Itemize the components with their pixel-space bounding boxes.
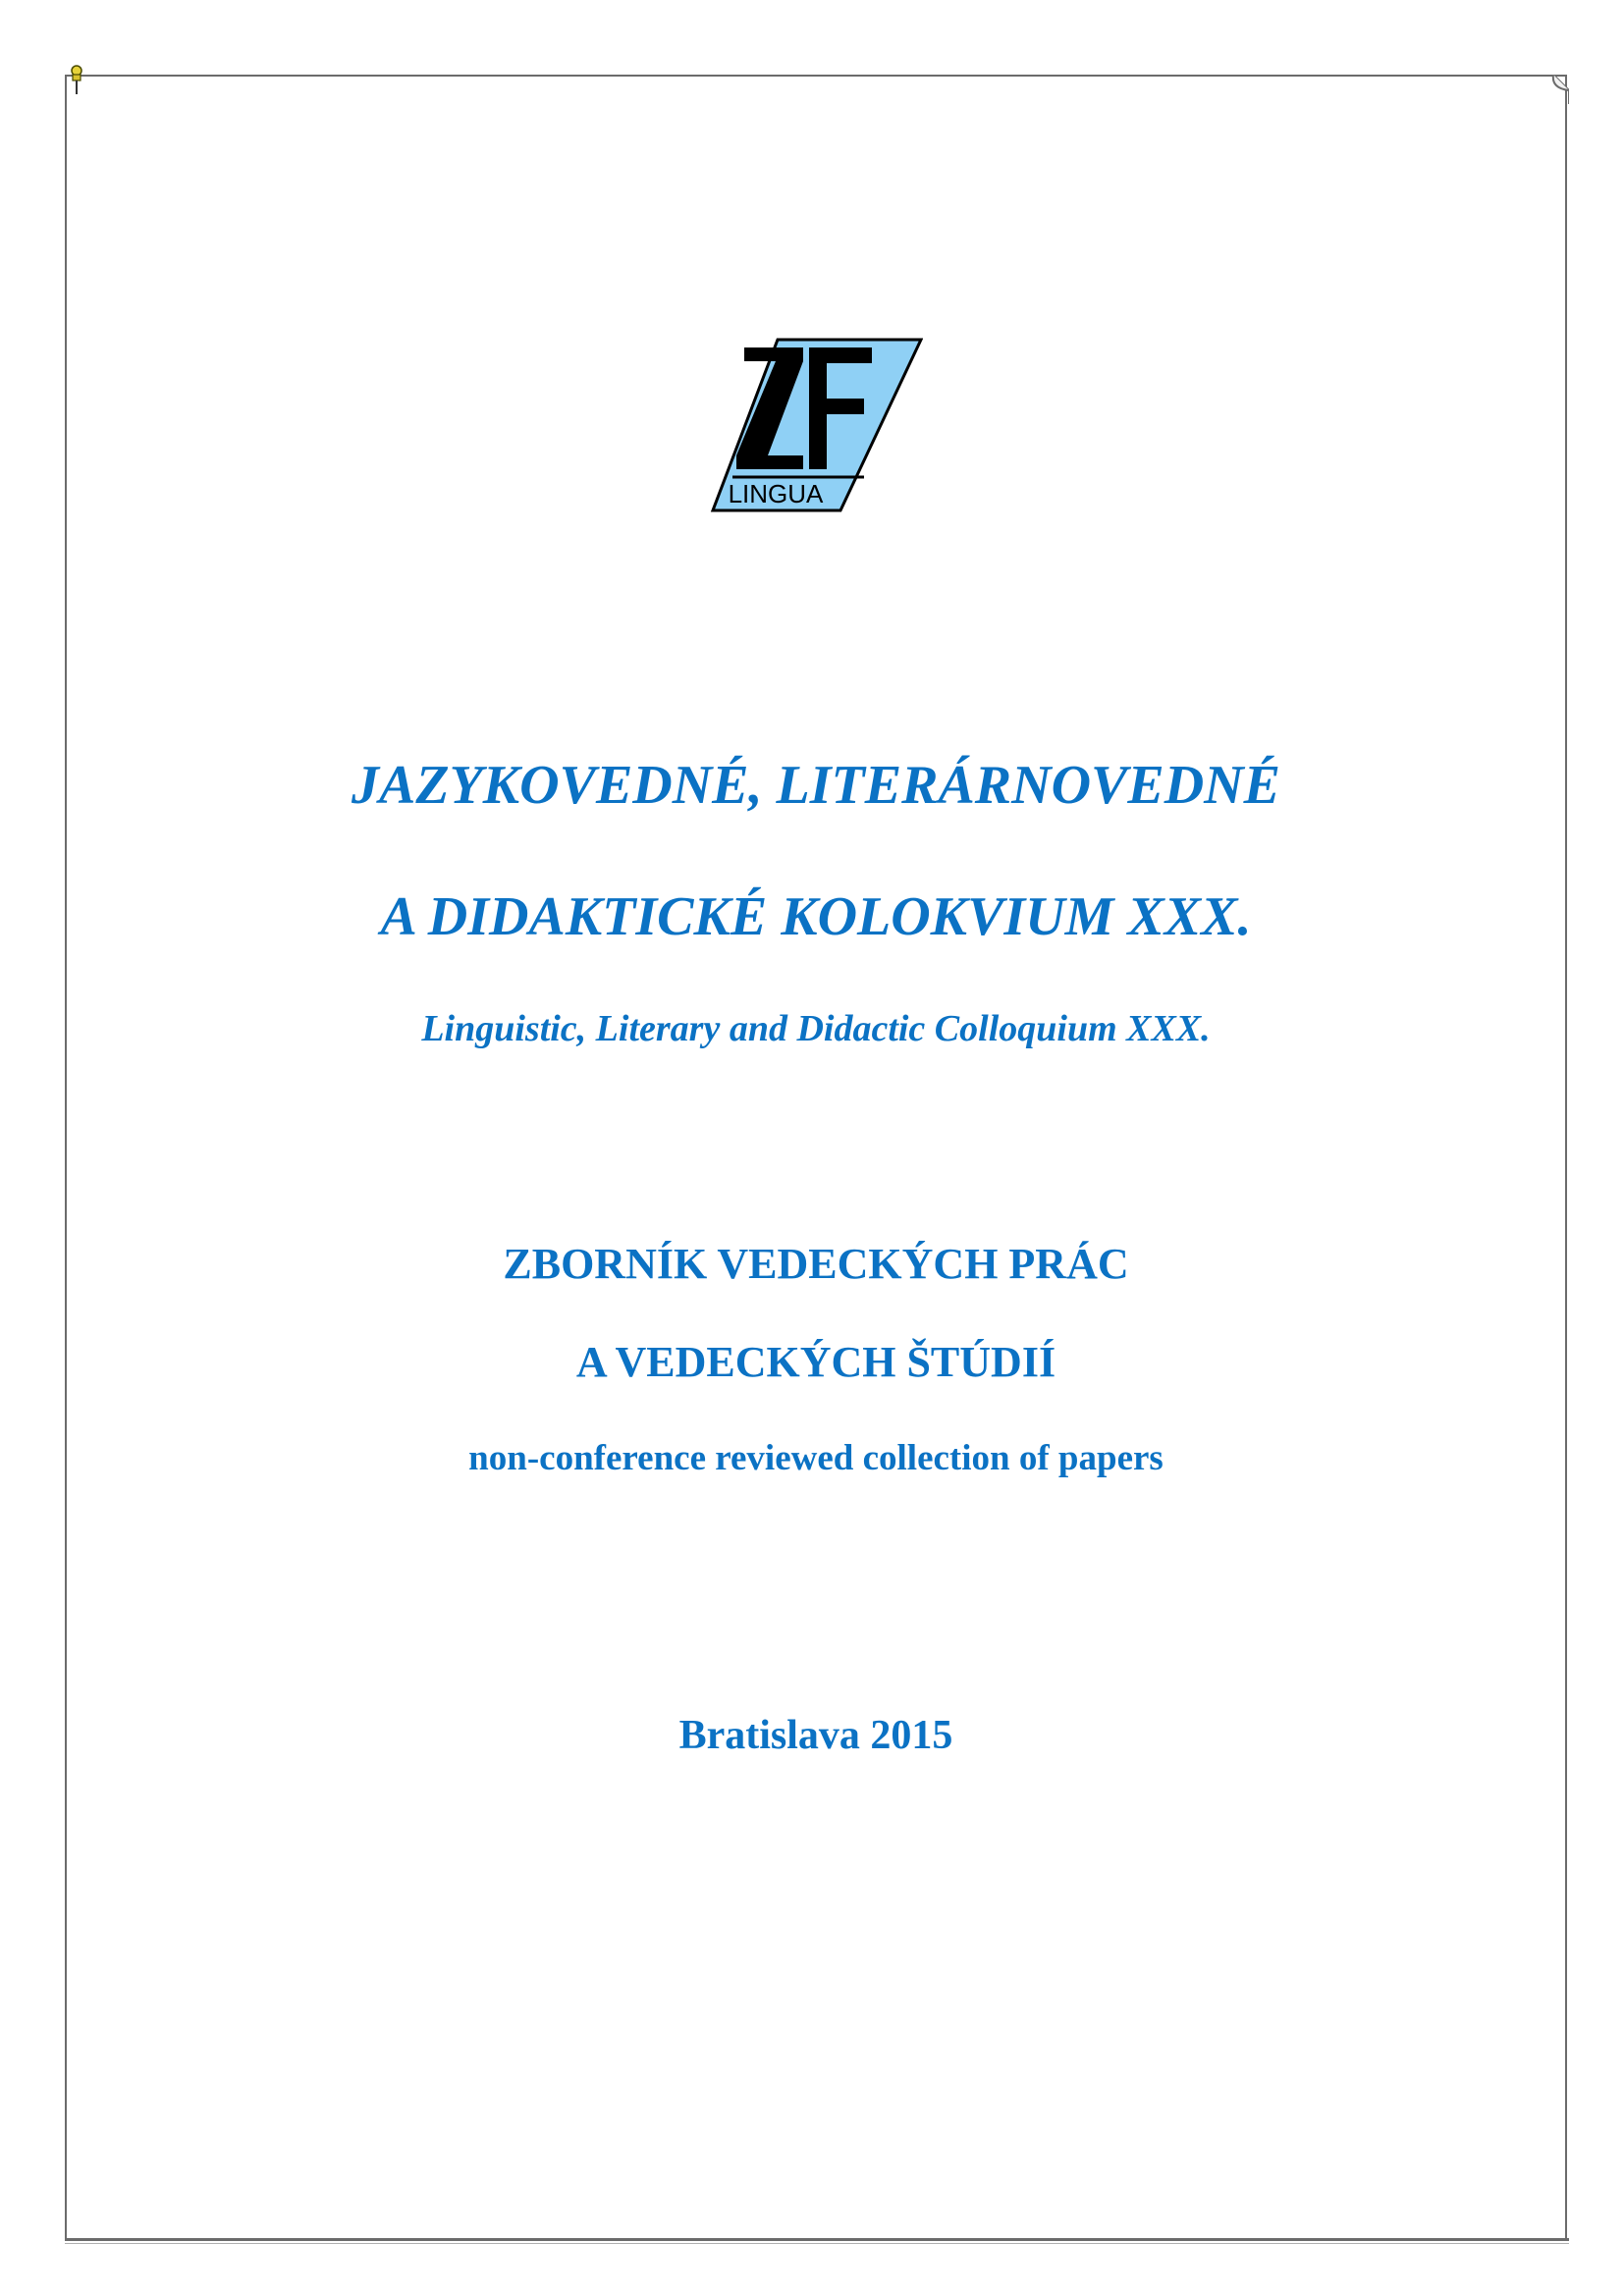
title-english: Linguistic, Literary and Didactic Colloquium XXX. — [421, 1008, 1211, 1049]
pushpin-icon[interactable] — [69, 65, 84, 96]
page-bottom-border — [65, 2238, 1569, 2241]
collection-line-2: A VEDECKÝCH ŠTÚDIÍ — [575, 1338, 1056, 1386]
title-line-1: JAZYKOVEDNÉ, LITERÁRNOVEDNÉ — [352, 755, 1280, 816]
page-curl-icon — [1528, 75, 1569, 104]
page-bottom-shadow — [65, 2243, 1569, 2244]
imprint-city-year: Bratislava 2015 — [678, 1713, 953, 1758]
zf-lingua-logo — [707, 338, 923, 512]
collection-english: non-conference reviewed collection of papers — [468, 1438, 1164, 1478]
collection-line-1: ZBORNÍK VEDECKÝCH PRÁC — [503, 1240, 1129, 1288]
logo-caption: LINGUA — [728, 479, 824, 508]
title-line-2: A DIDAKTICKÉ KOLOKVIUM XXX. — [380, 886, 1252, 947]
